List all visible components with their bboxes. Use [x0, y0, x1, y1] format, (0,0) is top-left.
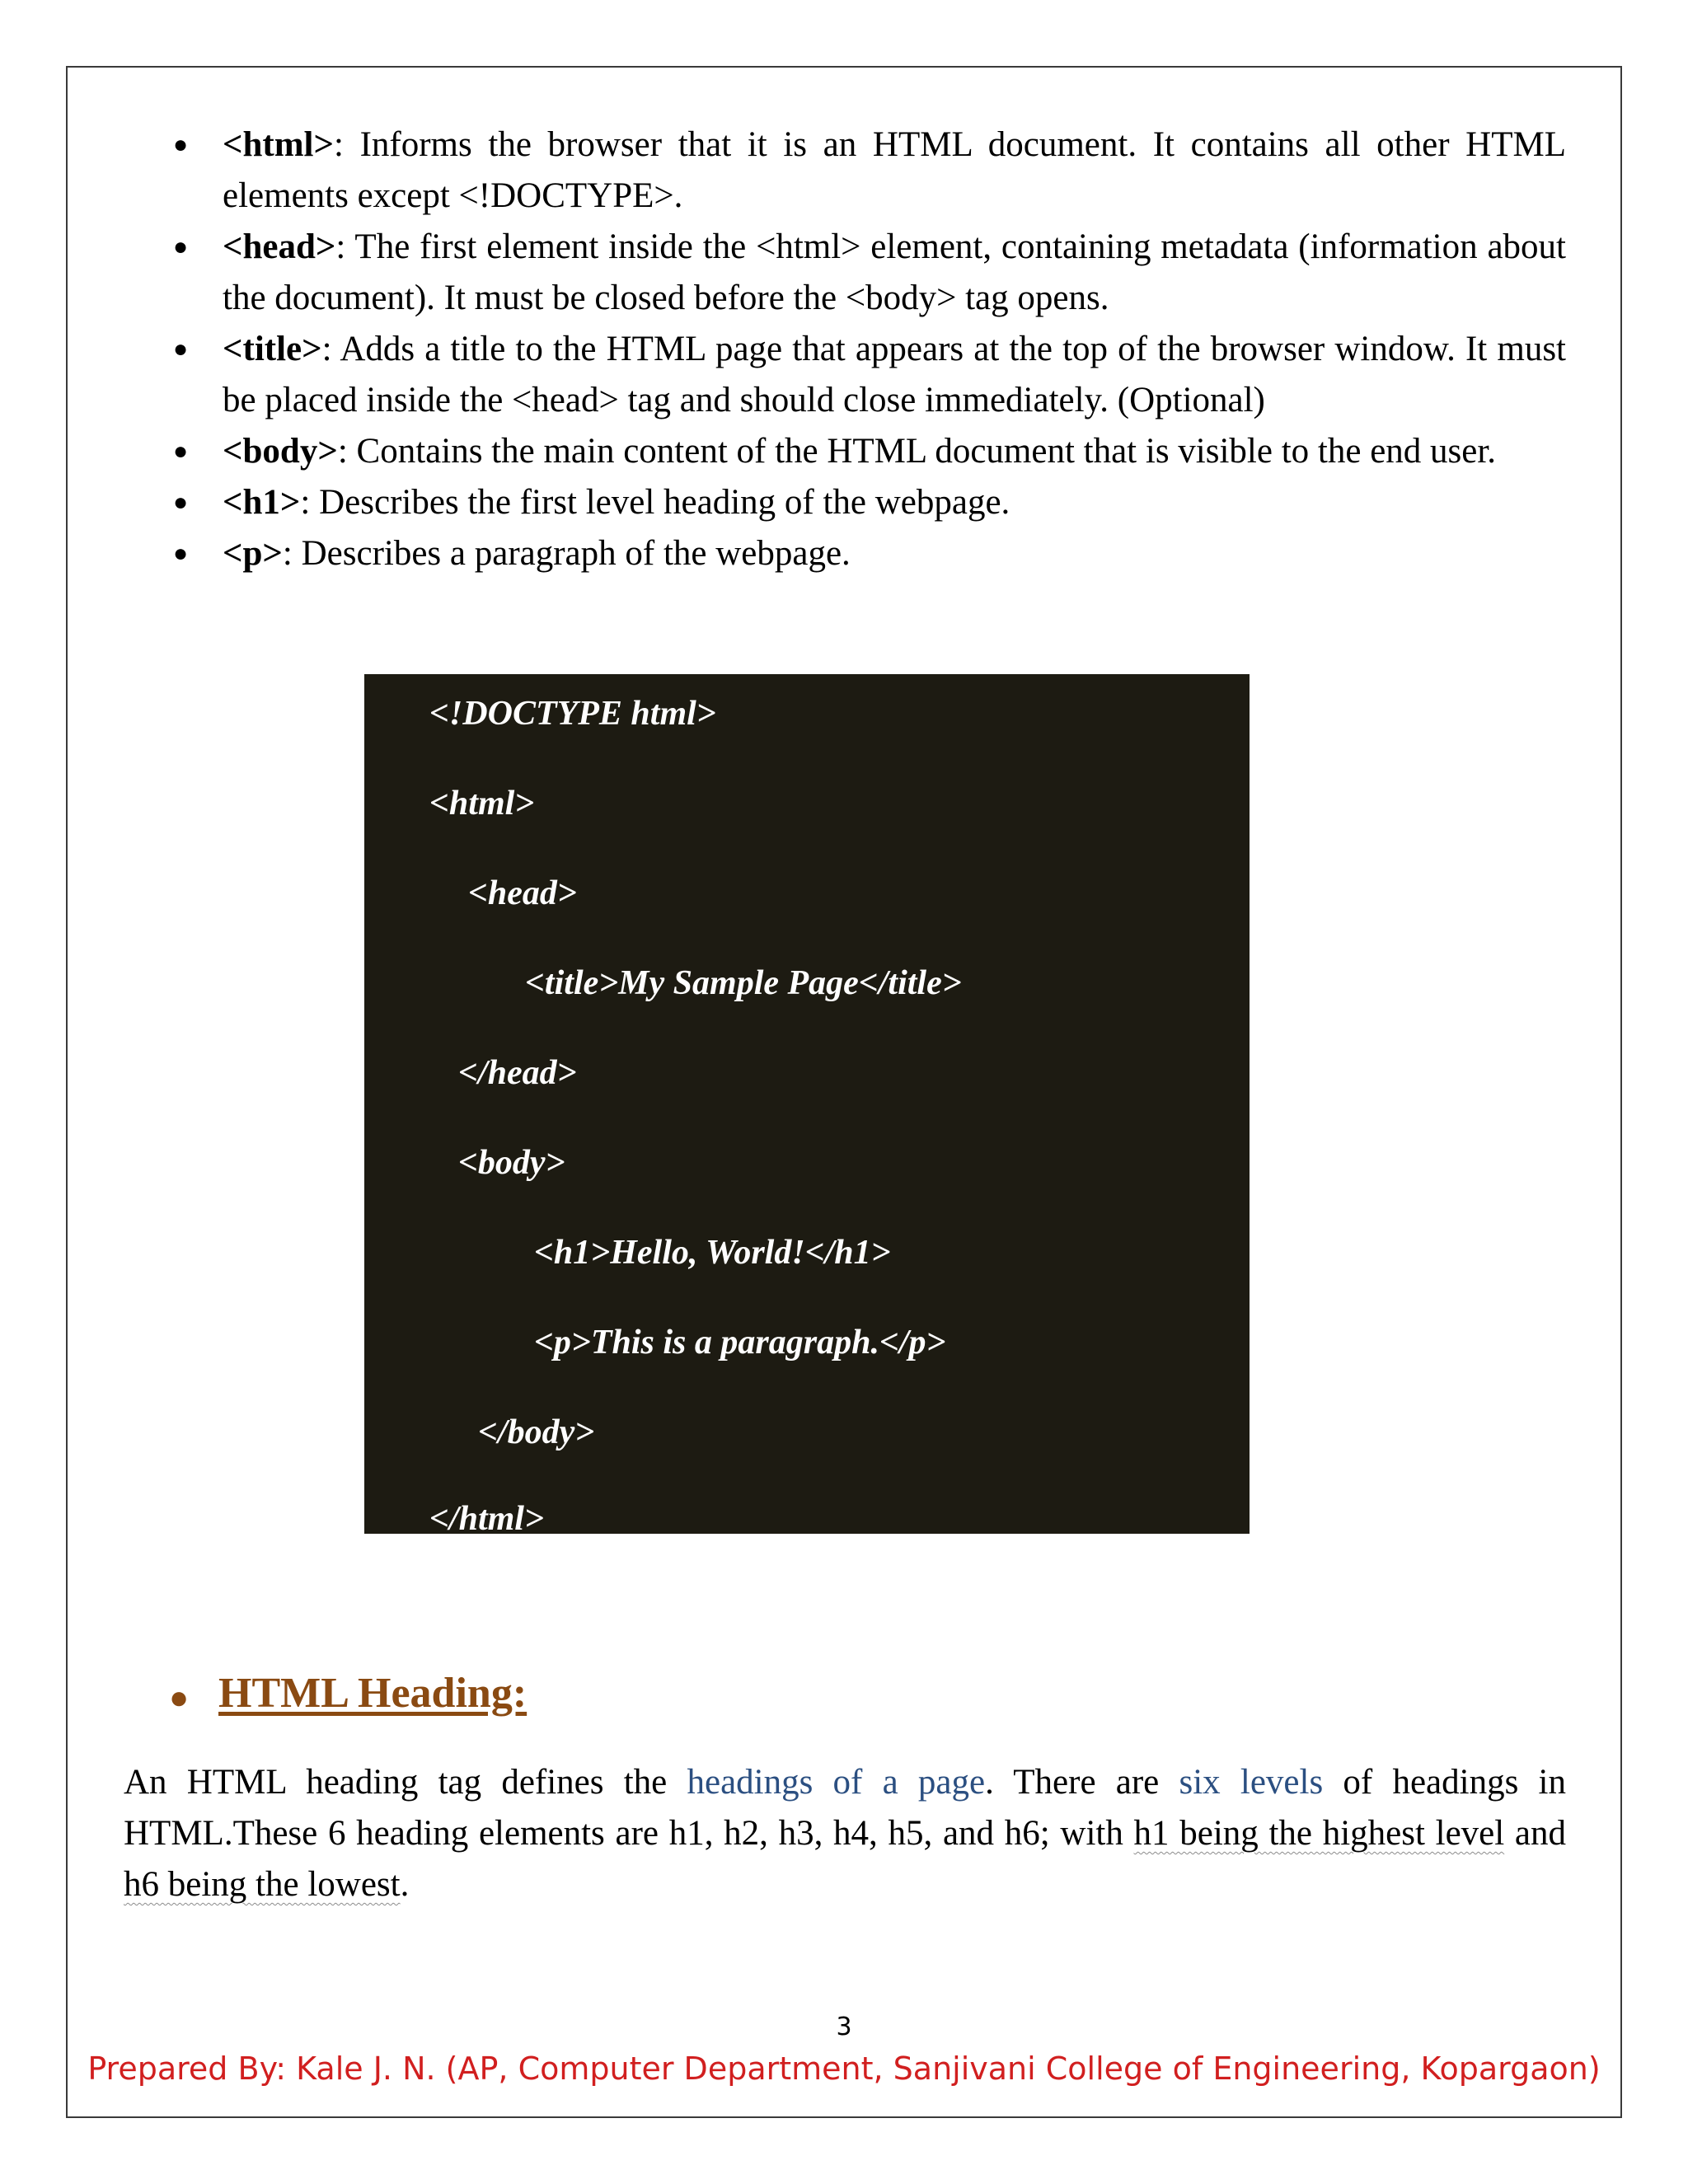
code-line-title: <title>My Sample Page</title> — [525, 964, 962, 1002]
tag-name: <body> — [223, 432, 338, 471]
paragraph-text: . There are — [985, 1763, 1179, 1802]
bullet-icon: ● — [173, 489, 189, 516]
grammar-flagged-text: h1 being the highest level — [1133, 1814, 1505, 1853]
paragraph-text: An HTML heading tag defines the — [124, 1763, 687, 1802]
heading-description-paragraph — [124, 1757, 1566, 1910]
bullet-icon: ● — [173, 233, 189, 260]
paragraph-text: and — [1504, 1814, 1566, 1853]
tag-name: <h1> — [223, 483, 301, 522]
code-example-block — [364, 674, 1250, 1538]
footer-prepared-by: Prepared By: Kale J. N. (AP, Computer Department, Sanjivani College of Engineering, Kopargaon) — [87, 2050, 1601, 2087]
list-item — [165, 120, 1566, 222]
code-line-html-open: <html> — [429, 785, 535, 823]
code-line-head-open: <head> — [468, 874, 577, 912]
bullet-icon: ● — [173, 438, 189, 465]
code-line-body-close: </body> — [478, 1413, 595, 1451]
tag-description-list — [165, 120, 1566, 579]
tag-name: <title> — [223, 330, 322, 368]
code-line-p: <p>This is a paragraph.</p> — [534, 1324, 946, 1361]
code-line-body-open: <body> — [458, 1144, 565, 1182]
list-item — [165, 222, 1566, 324]
section-heading-text: HTML Heading: — [218, 1670, 528, 1717]
tag-description: : Contains the main content of the HTML document that is visible to the end user. — [337, 432, 1497, 471]
bullet-icon: ● — [173, 335, 189, 363]
list-item — [165, 528, 1566, 579]
tag-description: : Informs the browser that it is an HTML document. It contains all other HTML elements except <!DOCTYPE>. — [223, 125, 1566, 215]
tag-name: <html> — [223, 125, 335, 164]
headings-link[interactable]: headings of a page — [687, 1763, 986, 1802]
six-levels-link[interactable]: six levels — [1179, 1763, 1324, 1802]
paragraph-text: of headings in HTML.These 6 heading elements are h1, h2, h3, h4, h5, and h6; with — [124, 1763, 1566, 1853]
tag-name: <p> — [223, 534, 283, 573]
list-item — [165, 426, 1566, 477]
section-heading — [169, 1669, 527, 1718]
list-item — [165, 324, 1566, 426]
code-line-html-close: </html> — [429, 1500, 544, 1538]
bullet-icon: ● — [173, 131, 189, 158]
tag-description: : Describes a paragraph of the webpage. — [282, 534, 851, 573]
code-line-head-close: </head> — [458, 1054, 577, 1092]
list-item — [165, 477, 1566, 528]
tag-description: : Describes the first level heading of the webpage. — [300, 483, 1010, 522]
tag-description: : The first element inside the <html> element, containing metadata (information about the document). It must be closed before the <body> tag opens. — [223, 227, 1566, 317]
grammar-flagged-text: h6 being the lowest — [124, 1865, 401, 1904]
tag-description: : Adds a title to the HTML page that appears at the top of the browser window. It must be placed inside the <head> tag and should close immediately. (Optional) — [223, 330, 1566, 419]
bullet-icon: ● — [169, 1678, 190, 1716]
code-line-h1: <h1>Hello, World!</h1> — [534, 1234, 891, 1272]
code-line-doctype: <!DOCTYPE html> — [429, 695, 716, 733]
tag-name: <head> — [223, 227, 336, 266]
bullet-icon: ● — [173, 540, 189, 567]
paragraph-text: . — [400, 1865, 410, 1904]
page-number: 3 — [836, 2013, 852, 2041]
